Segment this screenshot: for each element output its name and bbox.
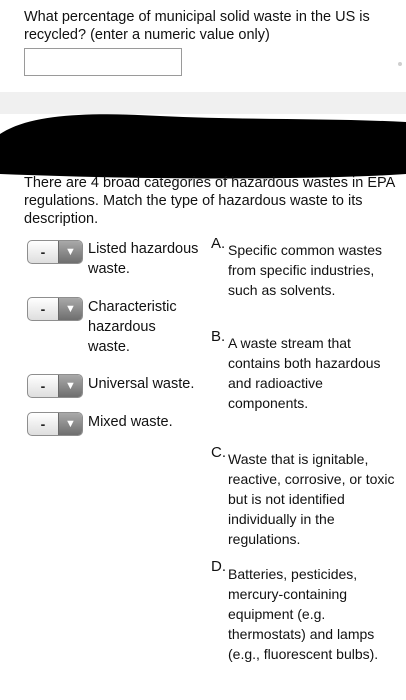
item-label-universal: Universal waste. — [88, 376, 195, 392]
match-select-characteristic[interactable] — [27, 297, 83, 321]
item-label-characteristic: Characteristic hazardous waste. — [88, 299, 177, 355]
chevron-down-icon[interactable]: ▼ — [58, 375, 82, 397]
option-letter-c: C. — [211, 444, 226, 461]
selected-value: - — [40, 244, 46, 260]
match-select-listed[interactable] — [27, 240, 83, 264]
match-select-universal[interactable] — [27, 374, 83, 398]
option-text-d: Batteries, pesticides, mercury-containing equipment (e.g. thermostats) and lamps (e.g., fluorescent bulbs). — [228, 566, 379, 662]
option-text-a: Specific common wastes from specific industries, such as solvents. — [228, 242, 383, 298]
question-2-prompt: There are 4 broad categories of hazardous wastes in EPA regulations. Match the type of hazardous waste to its description. — [24, 175, 395, 227]
option-text-c: Waste that is ignitable, reactive, corrosive, or toxic but is not identified individually in the regulations. — [228, 451, 395, 547]
redaction-mark — [0, 104, 406, 180]
item-label-listed: Listed hazardous waste. — [88, 241, 199, 277]
question-1-text: What percentage of municipal solid waste in the US is recycled? (enter a numeric value only) — [24, 9, 370, 43]
selected-value: - — [40, 378, 46, 394]
percentage-answer-input[interactable] — [24, 48, 182, 76]
option-letter-d: D. — [211, 558, 226, 575]
scroll-indicator — [398, 62, 402, 66]
item-label-mixed: Mixed waste. — [88, 414, 173, 430]
match-select-mixed[interactable] — [27, 412, 83, 436]
option-letter-b: B. — [211, 328, 226, 345]
selected-value: - — [40, 416, 46, 432]
option-letter-a: A. — [211, 235, 226, 252]
selected-value: - — [40, 301, 46, 317]
chevron-down-icon[interactable]: ▼ — [58, 241, 82, 263]
chevron-down-icon[interactable]: ▼ — [58, 413, 82, 435]
option-text-b: A waste stream that contains both hazardous and radioactive components. — [228, 335, 381, 411]
chevron-down-icon[interactable]: ▼ — [58, 298, 82, 320]
